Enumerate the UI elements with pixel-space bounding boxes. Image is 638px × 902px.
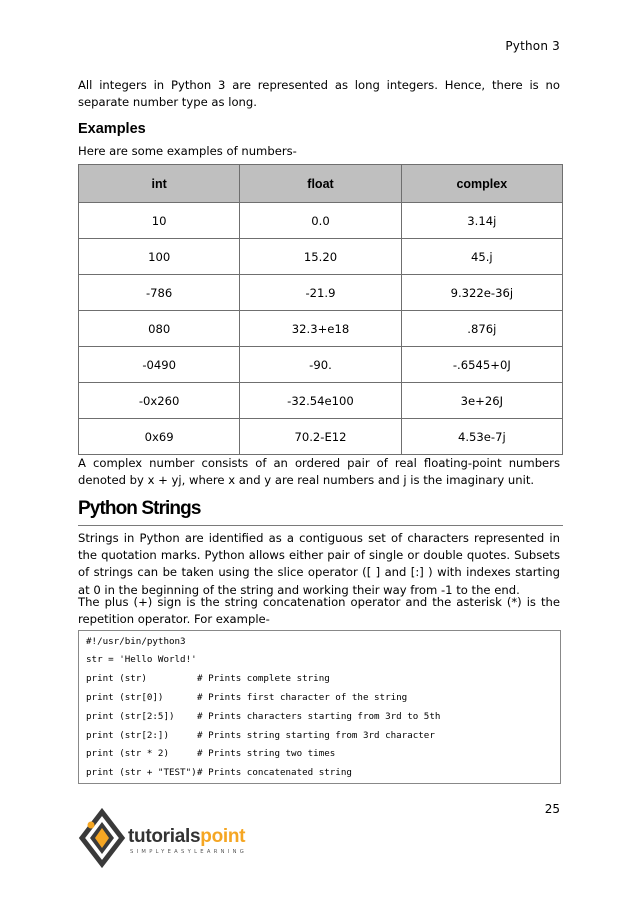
section-heading-python-strings: Python Strings bbox=[78, 498, 563, 526]
logo-diamond-icon bbox=[82, 812, 122, 864]
table-cell: 0.0 bbox=[240, 203, 401, 239]
logo-text-point: point bbox=[200, 826, 246, 847]
tutorialspoint-logo bbox=[78, 808, 278, 868]
code-comment: # Prints string starting from 3rd character bbox=[197, 730, 435, 741]
column-header-float: float bbox=[240, 165, 401, 203]
code-block bbox=[78, 630, 561, 784]
code-comment: # Prints string two times bbox=[197, 748, 336, 759]
code-line: print (str[2:5]) bbox=[86, 711, 175, 722]
table-row bbox=[79, 419, 563, 455]
table-cell: -21.9 bbox=[240, 275, 401, 311]
table-cell: 4.53e-7j bbox=[401, 419, 562, 455]
table-header-row bbox=[79, 165, 563, 203]
table-cell: 9.322e-36j bbox=[401, 275, 562, 311]
table-cell: -0490 bbox=[79, 347, 240, 383]
page-number: 25 bbox=[544, 802, 560, 816]
code-comment: # Prints characters starting from 3rd to 5th bbox=[197, 711, 441, 722]
table-cell: 080 bbox=[79, 311, 240, 347]
logo-tagline: SIMPLYEASYLEARNING bbox=[130, 849, 248, 855]
column-header-complex: complex bbox=[401, 165, 562, 203]
table-row bbox=[79, 203, 563, 239]
code-line: print (str[2:]) bbox=[86, 730, 169, 741]
examples-lead: Here are some examples of numbers- bbox=[78, 144, 297, 158]
code-line: #!/usr/bin/python3 bbox=[86, 636, 186, 647]
table-cell: 100 bbox=[79, 239, 240, 275]
table-cell: -.6545+0J bbox=[401, 347, 562, 383]
table-cell: 45.j bbox=[401, 239, 562, 275]
svg-text:tutorialspoint bbox=[128, 826, 246, 847]
table-cell: -32.54e100 bbox=[240, 383, 401, 419]
table-cell: 3.14j bbox=[401, 203, 562, 239]
code-line: print (str + "TEST") bbox=[86, 767, 197, 778]
code-line: print (str) bbox=[86, 673, 147, 684]
table-cell: 10 bbox=[79, 203, 240, 239]
code-comment: # Prints concatenated string bbox=[197, 767, 352, 778]
table-cell: 15.20 bbox=[240, 239, 401, 275]
table-row bbox=[79, 239, 563, 275]
examples-heading: Examples bbox=[78, 121, 146, 137]
code-line: print (str[0]) bbox=[86, 692, 164, 703]
number-examples-table bbox=[78, 164, 563, 455]
table-row bbox=[79, 311, 563, 347]
code-line: print (str * 2) bbox=[86, 748, 169, 759]
table-row bbox=[79, 383, 563, 419]
strings-paragraph: Strings in Python are identified as a contiguous set of characters represented in the quotation marks. Python allows either pair of single or double quotes. Subsets of strings can be taken using the slice operator ([ ] and [:] ) with indexes starting at 0 in the beginning of the string and working their way from -1 to the end. bbox=[78, 531, 560, 597]
code-comment: # Prints first character of the string bbox=[197, 692, 408, 703]
concatenation-paragraph: The plus (+) sign is the string concatenation operator and the asterisk (*) is the repetition operator. For example- bbox=[78, 595, 560, 627]
table-cell: .876j bbox=[401, 311, 562, 347]
table-cell: 3e+26J bbox=[401, 383, 562, 419]
intro-paragraph: All integers in Python 3 are represented as long integers. Hence, there is no separate number type as long. bbox=[78, 78, 560, 110]
table-cell: -0x260 bbox=[79, 383, 240, 419]
table-row bbox=[79, 275, 563, 311]
code-line: str = 'Hello World!' bbox=[86, 654, 197, 665]
table-row bbox=[79, 347, 563, 383]
table-cell: 0x69 bbox=[79, 419, 240, 455]
table-cell: -786 bbox=[79, 275, 240, 311]
table-cell: 32.3+e18 bbox=[240, 311, 401, 347]
column-header-int: int bbox=[79, 165, 240, 203]
running-header: Python 3 bbox=[505, 39, 560, 53]
logo-text-tutorials: tutorials bbox=[128, 826, 201, 847]
table-cell: -90. bbox=[240, 347, 401, 383]
table-cell: 70.2-E12 bbox=[240, 419, 401, 455]
code-comment: # Prints complete string bbox=[197, 673, 330, 684]
complex-note: A complex number consists of an ordered pair of real floating-point numbers denoted by x + yj, where x and y are real numbers and j is the imaginary unit. bbox=[78, 456, 560, 488]
